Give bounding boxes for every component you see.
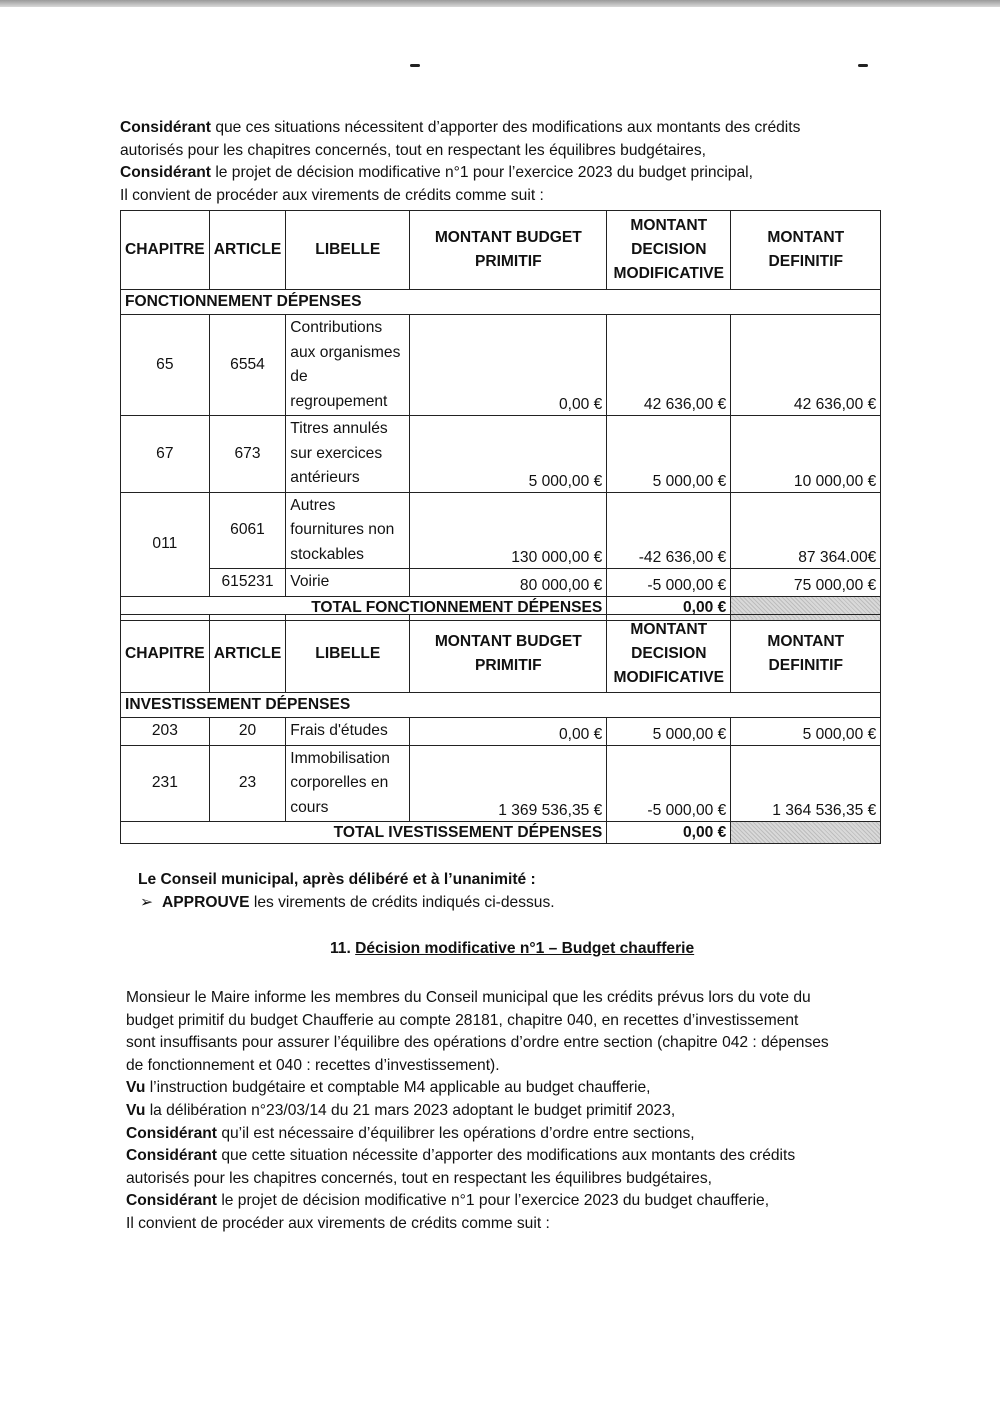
body-line: Il convient de procéder aux virements de crédits comme suit : xyxy=(126,1214,550,1232)
cell-libelle: Contributions aux organismes de regroupement xyxy=(286,315,410,416)
cell-primitif: 5 000,00 € xyxy=(410,416,607,493)
cell-definitif: 42 636,00 € xyxy=(731,315,881,416)
table-row xyxy=(121,416,881,493)
section-row xyxy=(121,693,881,718)
body-paragraph xyxy=(126,987,906,1236)
body-line: autorisés pour les chapitres concernés, tout en respectant les équilibres budgétaires, xyxy=(126,1169,712,1187)
cell-modificative: -5 000,00 € xyxy=(607,745,731,822)
header-article: ARTICLE xyxy=(209,615,286,693)
cell-chapitre: 65 xyxy=(121,315,210,416)
header-primitif: MONTANT BUDGET PRIMITIF xyxy=(410,615,607,693)
cell-primitif: 0,00 € xyxy=(410,315,607,416)
total-label: TOTAL FONCTIONNEMENT DÉPENSES xyxy=(121,596,607,620)
cell-definitif: 87 364.00€ xyxy=(731,492,881,569)
heading-title: Décision modificative n°1 – Budget chaufferie xyxy=(355,940,695,957)
cell-definitif: 10 000,00 € xyxy=(731,416,881,493)
table-row xyxy=(121,745,881,822)
approve-keyword: APPROUVE xyxy=(162,894,250,911)
cell-article: 6061 xyxy=(209,492,286,569)
council-decision xyxy=(138,868,555,914)
body-line: de fonctionnement et 040 : recettes d’investissement). xyxy=(126,1056,500,1074)
body-line: Considérant que cette situation nécessite d’apporter des modifications aux montants des crédits xyxy=(126,1147,796,1165)
total-value: 0,00 € xyxy=(607,822,731,844)
cell-chapitre: 203 xyxy=(121,718,210,746)
total-label: TOTAL IVESTISSEMENT DÉPENSES xyxy=(121,822,607,844)
scan-mark xyxy=(410,64,420,67)
scan-top-edge xyxy=(0,0,1000,7)
body-line: Vu la délibération n°23/03/14 du 21 mars 2023 adoptant le budget primitif 2023, xyxy=(126,1101,676,1119)
cell-definitif: 75 000,00 € xyxy=(731,569,881,597)
cell-primitif: 130 000,00 € xyxy=(410,492,607,569)
header-modificative: MONTANT DECISION MODIFICATIVE xyxy=(607,615,731,693)
cell-libelle: Autres fournitures non stockables xyxy=(286,492,410,569)
cell-libelle: Frais d'études xyxy=(286,718,410,746)
body-line: Considérant le projet de décision modificative n°1 pour l’exercice 2023 du budget chaufferie, xyxy=(126,1192,770,1210)
header-chapitre: CHAPITRE xyxy=(121,211,210,290)
cell-modificative: 5 000,00 € xyxy=(607,416,731,493)
cell-article: 23 xyxy=(209,745,286,822)
cell-chapitre: 67 xyxy=(121,416,210,493)
section-row xyxy=(121,290,881,315)
cell-primitif: 1 369 536,35 € xyxy=(410,745,607,822)
body-line: Monsieur le Maire informe les membres du Conseil municipal que les crédits prévus lors du vote du xyxy=(126,989,811,1006)
body-line: budget primitif du budget Chaufferie au compte 28181, chapitre 040, en recettes d’investissement xyxy=(126,1011,799,1029)
section-title: FONCTIONNEMENT DÉPENSES xyxy=(121,290,881,315)
header-article: ARTICLE xyxy=(209,211,286,290)
approve-text: les virements de crédits indiqués ci-dessus. xyxy=(249,894,555,911)
scan-mark xyxy=(858,64,868,67)
cell-libelle: Titres annulés sur exercices antérieurs xyxy=(286,416,410,493)
cell-chapitre: 011 xyxy=(121,492,210,596)
table-row xyxy=(121,315,881,416)
header-definitif: MONTANT DEFINITIF xyxy=(731,211,881,290)
cell-definitif: 1 364 536,35 € xyxy=(731,745,881,822)
header-libelle: LIBELLE xyxy=(286,211,410,290)
shaded-cell xyxy=(731,822,881,844)
council-title: Le Conseil municipal, après délibéré et à l’unanimité : xyxy=(138,871,536,888)
cell-libelle: Voirie xyxy=(286,569,410,597)
cell-article: 6554 xyxy=(209,315,286,416)
cell-primitif: 80 000,00 € xyxy=(410,569,607,597)
section-heading xyxy=(330,940,694,958)
header-definitif: MONTANT DEFINITIF xyxy=(731,615,881,693)
total-row xyxy=(121,822,881,844)
table-row xyxy=(121,492,881,569)
table-header-row xyxy=(121,615,881,693)
cell-modificative: -42 636,00 € xyxy=(607,492,731,569)
cell-modificative: -5 000,00 € xyxy=(607,569,731,597)
cell-modificative: 42 636,00 € xyxy=(607,315,731,416)
header-primitif: MONTANT BUDGET PRIMITIF xyxy=(410,211,607,290)
intro-line: Considérant le projet de décision modificative n°1 pour l’exercice 2023 du budget principal, xyxy=(120,164,753,182)
intro-line: autorisés pour les chapitres concernés, tout en respectant les équilibres budgétaires, xyxy=(120,141,706,159)
cell-libelle: Immobilisation corporelles en cours xyxy=(286,745,410,822)
cell-primitif: 0,00 € xyxy=(410,718,607,746)
table-row xyxy=(121,718,881,746)
cell-article: 615231 xyxy=(209,569,286,597)
cell-definitif: 5 000,00 € xyxy=(731,718,881,746)
header-chapitre: CHAPITRE xyxy=(121,615,210,693)
total-value: 0,00 € xyxy=(607,596,731,620)
section-title: INVESTISSEMENT DÉPENSES xyxy=(121,693,881,718)
cell-article: 673 xyxy=(209,416,286,493)
arrow-bullet-icon: ➢ xyxy=(140,894,154,911)
budget-table-fonctionnement xyxy=(120,210,881,621)
cell-modificative: 5 000,00 € xyxy=(607,718,731,746)
table-row xyxy=(121,569,881,597)
heading-number: 11. xyxy=(330,940,351,957)
intro-line: Considérant que ces situations nécessitent d’apporter des modifications aux montants des crédits xyxy=(120,119,801,136)
header-libelle: LIBELLE xyxy=(286,615,410,693)
table-header-row xyxy=(121,211,881,290)
cell-chapitre: 231 xyxy=(121,745,210,822)
header-modificative: MONTANT DECISION MODIFICATIVE xyxy=(607,211,731,290)
cell-article: 20 xyxy=(209,718,286,746)
body-line: Vu l’instruction budgétaire et comptable M4 applicable au budget chaufferie, xyxy=(126,1079,651,1097)
body-line: sont insuffisants pour assurer l’équilibre des opérations d’ordre entre section (chapitre 042 : dépenses xyxy=(126,1034,829,1052)
approval-bullet xyxy=(140,891,555,914)
intro-line: Il convient de procéder aux virements de crédits comme suit : xyxy=(120,186,544,204)
intro-paragraph xyxy=(120,117,900,207)
body-line: Considérant qu’il est nécessaire d’équilibrer les opérations d’ordre entre sections, xyxy=(126,1124,695,1142)
budget-table-investissement xyxy=(120,614,881,844)
